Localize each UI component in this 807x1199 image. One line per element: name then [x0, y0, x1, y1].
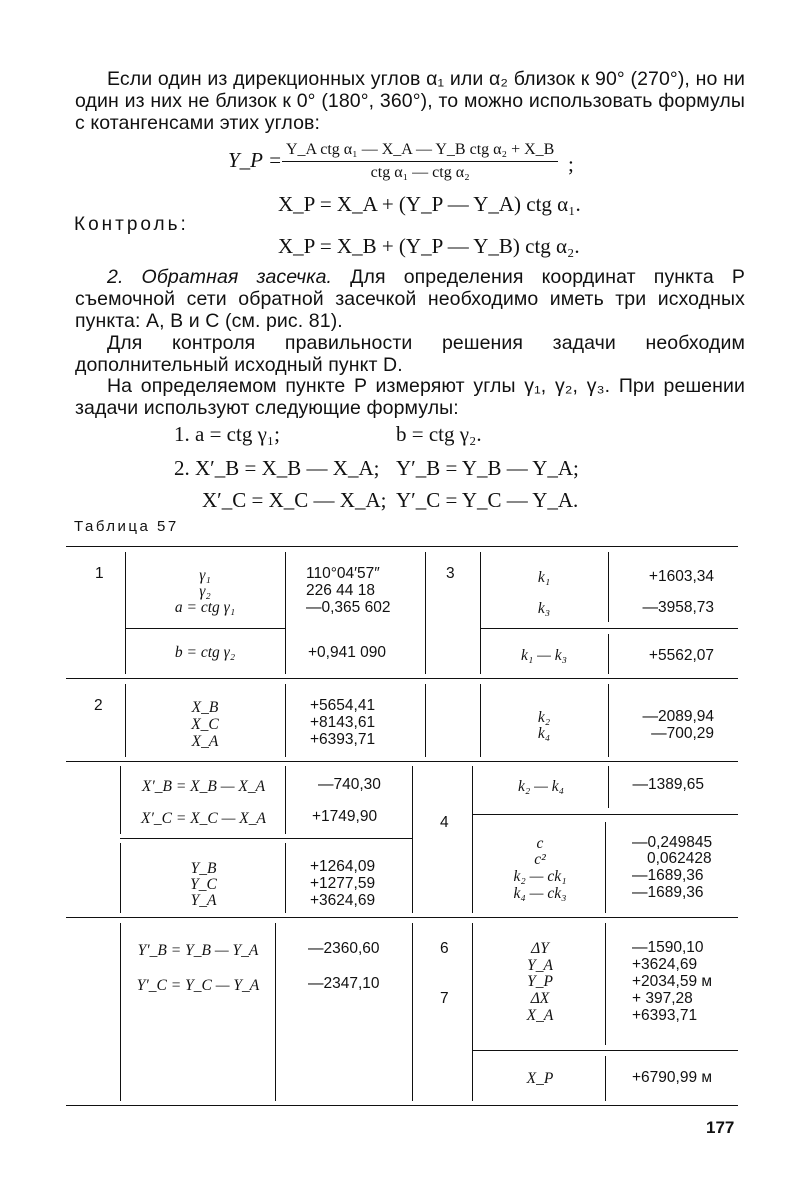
- table-cell-b3-sym-0: X′_B = X_B — X_A: [141, 778, 266, 795]
- table-cell-r5-val-1: +3624,69: [632, 956, 698, 973]
- table-col-1e: [120, 923, 121, 1101]
- formula-yp-end: ;: [568, 152, 574, 176]
- table-cell-r4-sym-3: k₄ — ck₃: [513, 885, 567, 902]
- table-col-1d: [120, 843, 121, 913]
- table-col-5f: [605, 923, 606, 1045]
- table-caption: Таблица 57: [74, 518, 179, 535]
- formula-yp-numerator: Y_A ctg α₁ — X_A — Y_B ctg α₂ + X_B: [282, 141, 558, 162]
- table-cell-b1b-val: +0,941 090: [308, 644, 387, 661]
- table-cell-r4-val-1: 0,062428: [647, 850, 712, 867]
- table-cell-b4-val-0: +1264,09: [310, 858, 376, 875]
- table-cell-b4-sym-2: Y_A: [190, 892, 217, 909]
- table-rule-right1-mid: [480, 628, 738, 629]
- table-col-3c: [412, 766, 413, 913]
- table-cell-no-6: 6: [440, 940, 449, 957]
- formula-2b: Y′_B = Y_B — Y_A;: [396, 456, 579, 480]
- table-cell-r5-sym-4: X_A: [526, 1007, 554, 1024]
- table-cell-r4-val-0: —0,249845: [632, 834, 713, 851]
- resection-title: 2. Обратная засечка.: [107, 266, 333, 288]
- table-col-4a: [480, 552, 481, 674]
- table-cell-b1-val-1: 226 44 18: [306, 582, 375, 599]
- table-cell-r1-val-1: —3958,73: [642, 599, 714, 616]
- table-cell-r5-sym-0: ΔY: [531, 940, 549, 957]
- table-cell-b4-sym-1: Y_C: [190, 876, 217, 893]
- table-rule-block3-mid: [120, 838, 412, 839]
- table-cell-no-1: 1: [95, 565, 104, 582]
- table-col-4c: [472, 766, 473, 913]
- table-cell-r3-val: —1389,65: [632, 776, 704, 793]
- formula-2a: 2. X′_B = X_B — X_A;: [174, 456, 380, 480]
- table-cell-r6-sym: X_P: [526, 1070, 554, 1087]
- table-cell-b2-val-0: +5654,41: [310, 697, 376, 714]
- table-cell-b1-val-2: —0,365 602: [306, 599, 391, 616]
- table-col-2e: [275, 923, 276, 1101]
- table-rule-1: [66, 678, 738, 679]
- table-cell-r5-val-0: —1590,10: [632, 939, 704, 956]
- table-cell-b5-sym-0: Y′_B = Y_B — Y_A: [137, 942, 259, 959]
- table-cell-r5-sym-2: Y_P: [527, 973, 553, 990]
- table-rule-3: [66, 917, 738, 918]
- table-cell-r4-sym-2: k₂ — ck₁: [513, 868, 567, 885]
- formula-1b: b = ctg γ₂.: [396, 422, 482, 446]
- table-cell-r5-val-4: +6393,71: [632, 1007, 698, 1024]
- table-cell-b1b-sym: b = ctg γ₂: [174, 644, 236, 661]
- table-cell-b2-sym-1: X_C: [191, 716, 219, 733]
- table-cell-b3-sym-1: X′_C = X_C — X_A: [141, 810, 266, 827]
- formula-3b: Y′_C = Y_C — Y_A.: [396, 488, 579, 512]
- table-col-2a: [285, 552, 286, 674]
- formula-3a: X′_C = X_C — X_A;: [202, 488, 387, 512]
- table-cell-b1-sym-1: γ₂: [199, 583, 211, 600]
- table-cell-b4-val-1: +1277,59: [310, 875, 376, 892]
- formula-yp-lhs: Y_P =: [228, 148, 283, 172]
- table-col-5c: [608, 684, 609, 757]
- table-col-1c: [120, 766, 121, 834]
- table-cell-r5-sym-3: ΔX: [530, 990, 550, 1007]
- table-col-5g: [605, 1056, 606, 1101]
- formula-yp-denominator: ctg α₁ — ctg α₂: [370, 164, 470, 181]
- table-cell-r1-val-0: +1603,34: [648, 568, 714, 585]
- table-rule-block1-mid: [125, 628, 285, 629]
- table-cell-b2-sym-2: X_A: [191, 733, 219, 750]
- table-cell-b4-val-2: +3624,69: [310, 892, 376, 909]
- table-cell-b5-sym-1: Y′_C = Y_C — Y_A: [136, 977, 260, 994]
- table-col-5e: [605, 822, 606, 913]
- table-cell-b5-val-0: —2360,60: [308, 940, 380, 957]
- table-col-2d: [285, 843, 286, 913]
- table-cell-r1-sym-1: k₃: [537, 600, 551, 617]
- paragraph-cotangent-intro: Если один из дирекционных углов α₁ или α₂ близок к 90° (270°), но ни один из них не близок к 0° (180°, 360°), то можно использовать формулы с котангенсами этих углов:: [75, 68, 745, 134]
- table-cell-b3-val-0: —740,30: [318, 776, 381, 793]
- table-col-4e: [472, 923, 473, 1101]
- formula-xp-control-1: X_P = X_A + (Y_P — Y_A) ctg α₁.: [278, 192, 581, 216]
- table-col-1b: [125, 684, 126, 757]
- paragraph-measure-angles: На определяемом пункте P измеряют углы γ₁, γ₂, γ₃. При решении задачи используют следующие формулы:: [75, 375, 745, 419]
- table-cell-r2-val-1: —700,29: [651, 725, 714, 742]
- table-cell-r2-sym-0: k₂: [537, 709, 551, 726]
- table-col-2c: [285, 766, 286, 834]
- table-rule-top: [66, 546, 738, 547]
- table-cell-r5-sym-1: Y_A: [527, 957, 553, 974]
- table-cell-b3-val-1: +1749,90: [312, 808, 378, 825]
- table-cell-r4-val-3: —1689,36: [632, 884, 704, 901]
- table-cell-no-2: 2: [94, 697, 103, 714]
- table-rule-right5-mid: [472, 1050, 738, 1051]
- table-cell-b1-sym-2: a = ctg γ₁: [174, 599, 236, 616]
- table-cell-no-4: 4: [440, 814, 449, 831]
- page-number: 177: [706, 1118, 735, 1137]
- table-col-1a: [125, 552, 126, 674]
- table-cell-r4-sym-0: c: [536, 835, 544, 852]
- formula-1a: 1. a = ctg γ₁;: [174, 422, 281, 446]
- table-cell-r5-val-3: + 397,28: [632, 990, 693, 1007]
- table-col-3e: [412, 923, 413, 1101]
- table-col-3a: [425, 552, 426, 674]
- table-col-5a: [608, 552, 609, 622]
- table-cell-r6-val: +6790,99 м: [632, 1069, 713, 1086]
- table-cell-r3-sym: k₂ — k₄: [517, 778, 565, 795]
- table-cell-b2-sym-0: X_B: [191, 699, 219, 716]
- table-rule-bottom: [66, 1105, 738, 1106]
- table-cell-r1-sym-0: k₁: [537, 569, 551, 586]
- table-cell-r5-val-2: +2034,59 м: [632, 973, 713, 990]
- paragraph-control-point: Для контроля правильности решения задачи необходим дополнительный исходный пункт D.: [75, 332, 745, 376]
- table-cell-r2-sym-1: k₄: [537, 725, 551, 742]
- formula-xp-control-2: X_P = X_B + (Y_P — Y_B) ctg α₂.: [278, 234, 580, 258]
- table-col-5d: [608, 766, 609, 808]
- table-cell-b1-val-0: 110°04′57″: [306, 565, 380, 582]
- table-cell-r4-val-2: —1689,36: [632, 867, 704, 884]
- control-label: Контроль:: [74, 214, 189, 235]
- table-cell-no-7: 7: [440, 990, 449, 1007]
- table-cell-r2-val-0: —2089,94: [642, 708, 714, 725]
- table-cell-b2-val-1: +8143,61: [310, 714, 376, 731]
- table-cell-b1-sym-0: γ₁: [199, 567, 211, 584]
- table-cell-r1b-sym: k₁ — k₃: [520, 647, 568, 664]
- table-col-2b: [285, 684, 286, 757]
- table-cell-r1b-val: +5562,07: [648, 647, 714, 664]
- table-cell-b2-val-2: +6393,71: [310, 731, 376, 748]
- table-rule-2: [66, 761, 738, 762]
- table-cell-no-3: 3: [446, 565, 455, 582]
- table-col-4b: [480, 684, 481, 757]
- table-col-3b: [425, 684, 426, 757]
- table-rule-right3-mid: [472, 814, 738, 815]
- formula-yp-fraction: [282, 141, 558, 182]
- table-cell-b4-sym-0: Y_B: [190, 860, 217, 877]
- table-cell-r4-sym-1: c²: [534, 851, 546, 868]
- table-cell-b5-val-1: —2347,10: [308, 975, 380, 992]
- table-col-5b: [608, 634, 609, 674]
- paragraph-resection: 2. Обратная засечка. Для определения координат пункта P съемочной сети обратной засечкой необходимо иметь три исходных пункта: A, B и C (см. рис. 81).: [75, 266, 745, 332]
